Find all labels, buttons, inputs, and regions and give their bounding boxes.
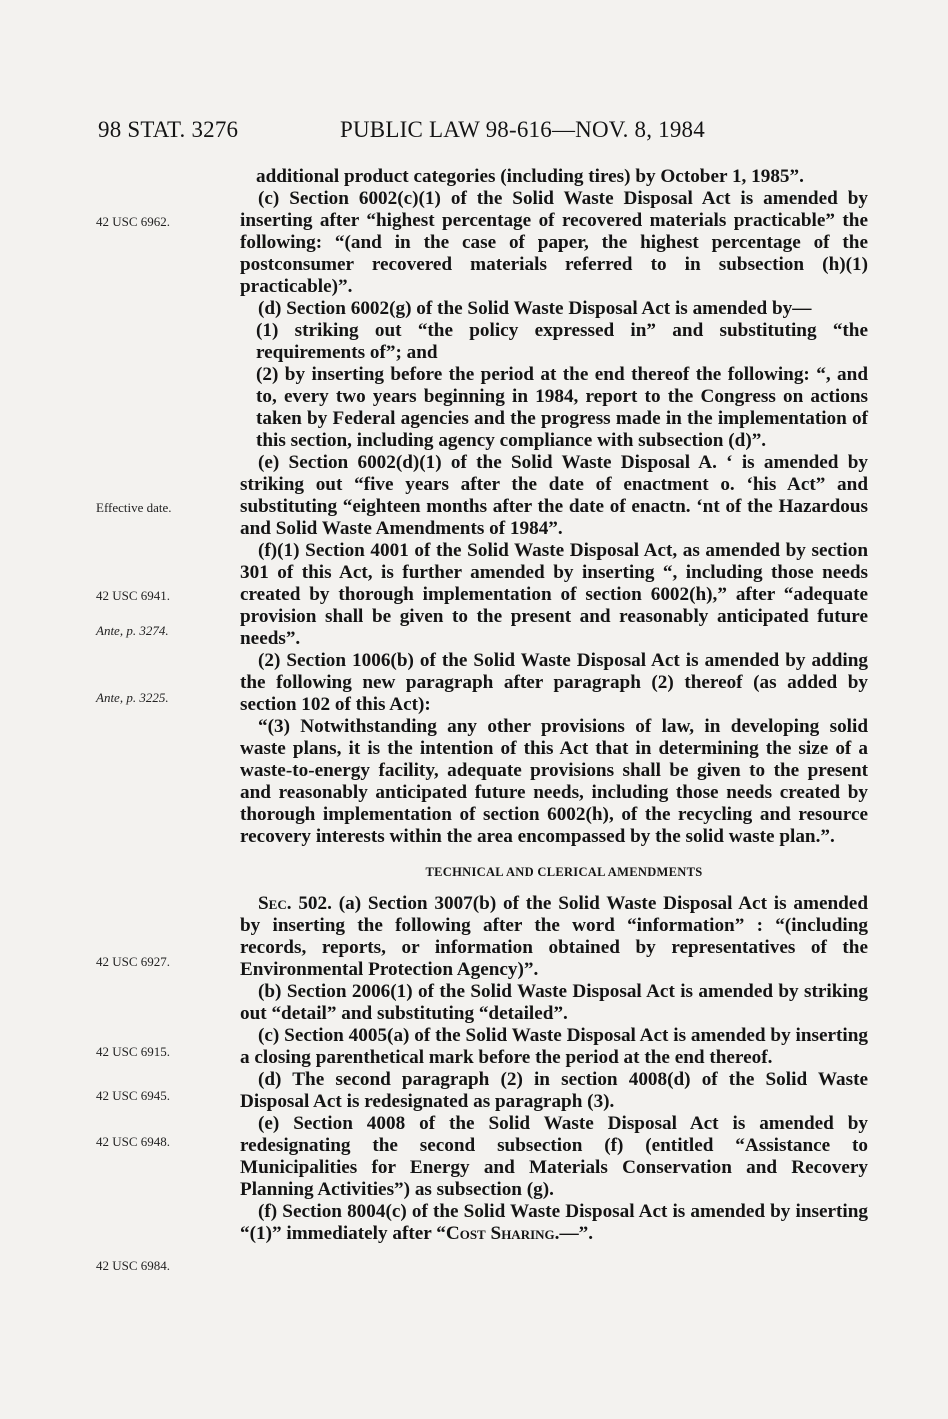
section-label: Sec.	[258, 893, 292, 914]
paragraph-502f	[240, 1201, 868, 1245]
paragraph-502f-pre: (f) Section 8004(c) of the Solid Waste Disposal Act is amended by inserting “(1)” immediately after “	[240, 1201, 868, 1244]
paragraph-502e: (e) Section 4008 of the Solid Waste Disposal Act is amended by redesignating the second subsection (f) (entitled “Assistance to Municipalities for Energy and Materials Conservation and Recovery Planning Activities”) as subsection (g).	[240, 1113, 868, 1200]
statute-citation: 98 STAT. 3276	[98, 117, 239, 142]
paragraph-f2-quote: “(3) Notwithstanding any other provisions of law, in developing solid waste plans, it is the intention of this Act that in determining the size of a waste-to-energy facility, adequate provisions shall be given to the present and reasonably anticipated future needs, including those needs created by thorough implementation of section 6002(h), of the recycling and resource recovery interests within the area encompassed by the solid waste plan.”.	[240, 716, 868, 847]
margin-note: 42 USC 6941.	[96, 588, 171, 603]
section-heading: TECHNICAL AND CLERICAL AMENDMENTS	[425, 865, 703, 879]
paragraph-f2: (2) Section 1006(b) of the Solid Waste Disposal Act is amended by adding the following new paragraph after paragraph (2) thereof (as added by section 102 of this Act):	[240, 650, 868, 715]
paragraph-502a-text: 502. (a) Section 3007(b) of the Solid Waste Disposal Act is amended by inserting the following after the word “information” : “(including records, reports, or information obtained by representatives of the Environmental Protection Agency)”.	[240, 893, 868, 980]
paragraph-d: (d) Section 6002(g) of the Solid Waste Disposal Act is amended by—	[258, 298, 812, 319]
paragraph-502c: (c) Section 4005(a) of the Solid Waste Disposal Act is amended by inserting a closing parenthetical mark before the period at the end thereof.	[240, 1025, 868, 1068]
paragraph-d2: (2) by inserting before the period at the end thereof the following: “, and to, every two years beginning in 1984, report to the Congress on actions taken by Federal agencies and the progress made in the implementation of this section, including agency compliance with subsection (d)”.	[256, 364, 868, 451]
margin-note: Ante, p. 3274.	[96, 623, 169, 638]
document-body	[240, 166, 868, 1245]
margin-note: 42 USC 6927.	[96, 954, 171, 969]
paragraph-502d: (d) The second paragraph (2) in section 4008(d) of the Solid Waste Disposal Act is redesignated as paragraph (3).	[240, 1069, 868, 1112]
margin-note: 42 USC 6962.	[96, 214, 171, 229]
paragraph-d1: (1) striking out “the policy expressed in” and substituting “the requirements of”; and	[256, 320, 868, 363]
margin-note: 42 USC 6948.	[96, 1134, 171, 1149]
paragraph-continuation: additional product categories (including tires) by October 1, 1985”.	[256, 166, 804, 187]
paragraph-e: (e) Section 6002(d)(1) of the Solid Waste Disposal A. ‘ is amended by striking out “five years after the date of enactment o. ‘his Act” and substituting “eighteen months after the date of enactn. ‘nt of the Hazardous and Solid Waste Amendments of 1984”.	[240, 452, 868, 539]
paragraph-502b: (b) Section 2006(1) of the Solid Waste Disposal Act is amended by striking out “detail” and substituting “detailed”.	[240, 981, 868, 1024]
cost-sharing-term: Cost Sharing	[445, 1223, 555, 1244]
margin-note: 42 USC 6915.	[96, 1044, 171, 1059]
paragraph-f1: (f)(1) Section 4001 of the Solid Waste Disposal Act, as amended by section 301 of this Act, is further amended by inserting “, including those needs created by thorough implementation of section 6002(h),” after “adequate provision shall be given to the present and reasonably anticipated future needs”.	[240, 540, 868, 649]
margin-note: Ante, p. 3225.	[96, 690, 169, 705]
paragraph-c: (c) Section 6002(c)(1) of the Solid Waste Disposal Act is amended by inserting after “highest percentage of recovered materials practicable” the following: “(and in the case of paper, the highest percentage of the postconsumer recovered materials referred to in subsection (h)(1) practicable)”.	[240, 188, 868, 297]
margin-note: 42 USC 6984.	[96, 1258, 171, 1273]
law-title: PUBLIC LAW 98-616—NOV. 8, 1984	[340, 117, 705, 142]
paragraph-502f-post: .—”.	[554, 1223, 594, 1244]
margin-note: Effective date.	[96, 500, 172, 515]
paragraph-502a	[240, 893, 868, 981]
margin-note: 42 USC 6945.	[96, 1088, 171, 1103]
